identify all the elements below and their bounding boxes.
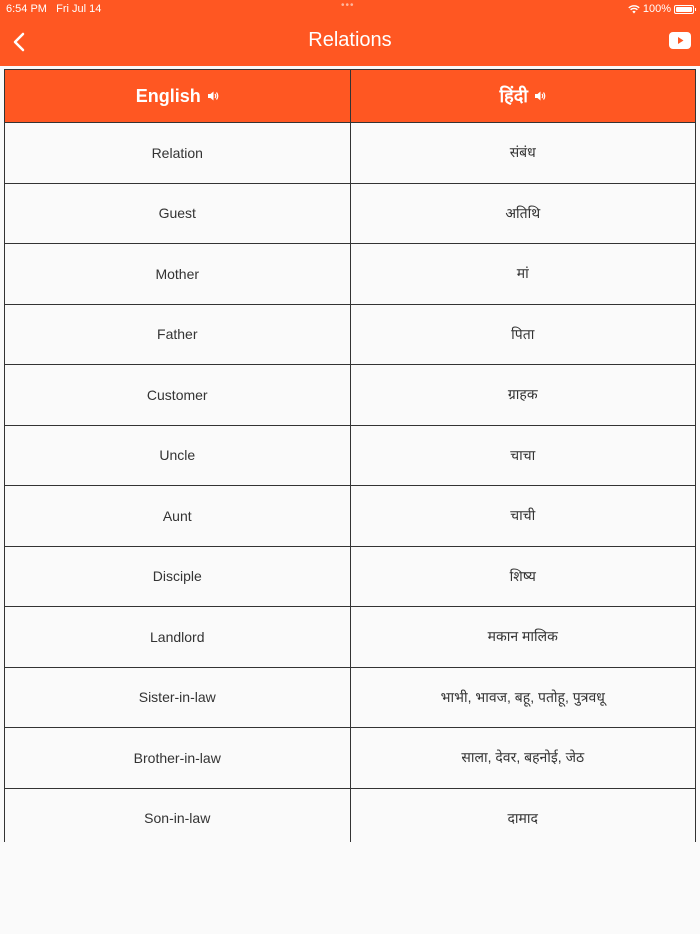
cell-english: Aunt [5,486,350,546]
status-bar [0,0,700,18]
cell-english: Relation [5,123,350,183]
cell-hindi: संबंध [350,123,696,183]
speaker-icon[interactable] [534,90,546,102]
table-row[interactable] [5,365,695,426]
table-row[interactable] [5,607,695,668]
speaker-icon[interactable] [207,90,219,102]
cell-english: Disciple [5,547,350,607]
header-label: English [135,85,201,106]
relations-table [4,69,696,842]
cell-hindi: मां [350,244,696,304]
table-row[interactable] [5,728,695,789]
table-row[interactable] [5,426,695,487]
video-button[interactable] [668,31,692,50]
cell-hindi: दामाद [350,789,696,843]
cell-hindi: अतिथि [350,184,696,244]
cell-hindi: पिता [350,305,696,365]
status-indicators [628,3,694,15]
cell-hindi: चाचा [350,426,696,486]
cell-english: Customer [5,365,350,425]
cell-hindi: भाभी, भावज, बहू, पतोहू, पुत्रवधू [350,668,696,728]
table-row[interactable] [5,305,695,366]
wifi-icon [628,4,640,14]
cell-english: Guest [5,184,350,244]
cell-english: Brother-in-law [5,728,350,788]
table-row[interactable] [5,547,695,608]
cell-hindi: मकान मालिक [350,607,696,667]
cell-hindi: शिष्य [350,547,696,607]
back-button[interactable] [10,30,30,54]
cell-hindi: साला, देवर, बहनोई, जेठ [350,728,696,788]
chevron-left-icon [10,30,30,54]
table-row[interactable] [5,486,695,547]
cell-english: Sister-in-law [5,668,350,728]
cell-english: Son-in-law [5,789,350,843]
page-title: Relations [308,29,392,51]
nav-bar [0,18,700,66]
table-header [5,70,695,123]
battery-percent: 100% [642,3,671,15]
cell-hindi: ग्राहक [350,365,696,425]
cell-english: Father [5,305,350,365]
cell-english: Landlord [5,607,350,667]
battery-icon [674,5,694,14]
top-bar [0,0,700,66]
cell-english: Mother [5,244,350,304]
cell-hindi: चाची [350,486,696,546]
status-time: 6:54 PM Fri Jul 14 [6,3,102,15]
header-hindi [350,70,696,122]
multitasking-dots[interactable]: ••• [341,0,355,11]
table-row[interactable] [5,668,695,729]
table-row[interactable] [5,123,695,184]
youtube-icon [668,31,692,50]
header-label: हिंदी [499,86,528,106]
table-row[interactable] [5,184,695,245]
table-row[interactable] [5,789,695,843]
header-english [5,70,350,122]
cell-english: Uncle [5,426,350,486]
table-row[interactable] [5,244,695,305]
